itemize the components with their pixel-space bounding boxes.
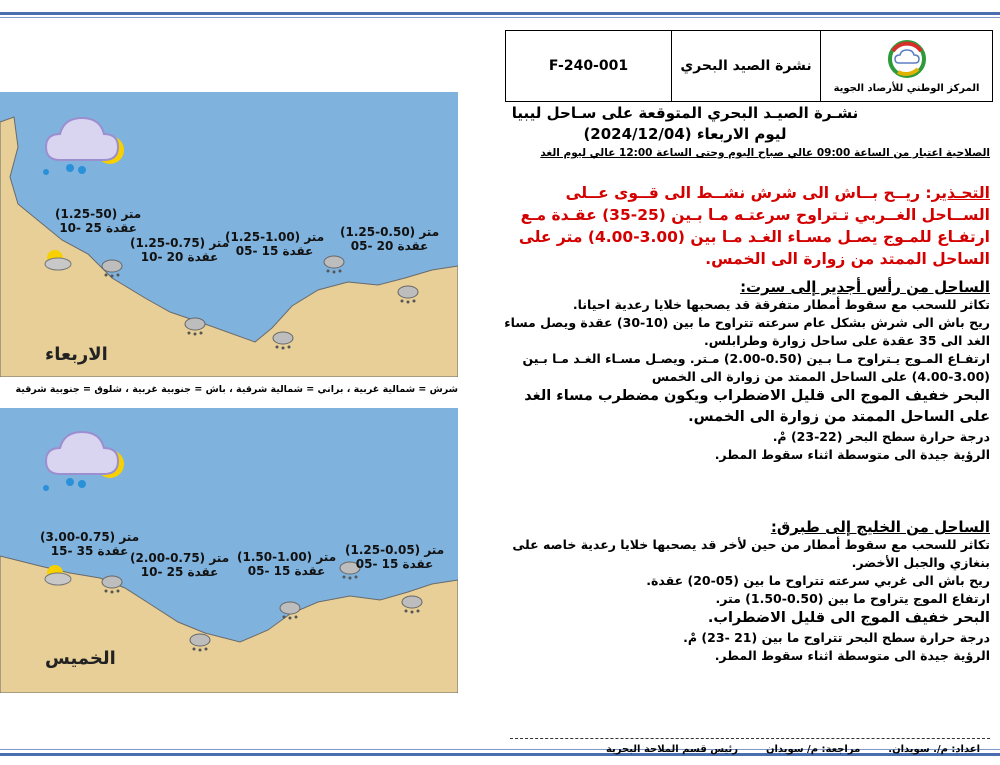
prepared-by: اعداد: م/. سويدان. xyxy=(888,744,980,755)
section-east-heading: الساحل من الخليج إلى طبرق: xyxy=(770,518,990,536)
footer-divider xyxy=(510,738,990,739)
map-label: (1.25-0.05) متر 05- 15 عقدة xyxy=(345,543,445,571)
map-label: (1.25-0.75) متر 10- 20 عقدة xyxy=(130,236,230,264)
rain-cloud-icon xyxy=(102,260,122,278)
warning-block xyxy=(500,182,990,270)
map-label: (2.00-0.75) متر 10- 25 عقدة xyxy=(130,551,230,579)
section-west-item: ريح باش الى شرش بشكل عام سرعته تتراوح ما بين (10-30) عقدة ويصل مساء الغد الى 35 عقدة على ساحل زوارة وطرابلس. xyxy=(504,315,990,348)
map-thursday xyxy=(0,408,458,693)
section-east-item: البحر خفيف الموج الى قليل الاضطراب. xyxy=(707,610,990,626)
section-east-item: تكاثر للسحب مع سقوط أمطار من حين لأخر قد يصحبها خلايا رعدية خاصه على بنغازي والجبل الأخضر. xyxy=(512,537,990,570)
rain-cloud-icon xyxy=(280,602,300,620)
warning-label: التحـذير xyxy=(931,184,990,202)
map-day-name: الخميس xyxy=(45,648,116,669)
section-east-item: ريح باش الى غربي سرعته تتراوح ما بين (05-20) عقدة. xyxy=(646,573,990,588)
top-border-thin xyxy=(0,17,1000,18)
bulletin-name: نشرة الصيد البحري xyxy=(672,31,821,101)
section-west-item: درجة حرارة سطح البحر (22-23) مْ. xyxy=(772,429,990,444)
org-name: المركز الوطني للأرصاد الجوية xyxy=(833,82,980,94)
reviewed-by: مراجعة: م/ سويدان xyxy=(765,744,861,755)
section-east-item: الرؤية جيدة الى متوسطة اثناء سقوط المطر. xyxy=(714,648,990,663)
section-east-item: ارتفاع الموج يتراوح ما بين (0.50-1.50) متر. xyxy=(715,591,990,606)
section-west-item: تكاثر للسحب مع سقوط أمطار متفرقة قد يصحبها خلايا رعدية احيانا. xyxy=(572,297,990,312)
map-label: (1.25-0.50) متر 05- 20 عقدة xyxy=(340,225,440,253)
title-line2: ليوم الاربعاء (2024/12/04) xyxy=(583,125,787,143)
map-label: (3.00-0.75) متر 15- 35 عقدة xyxy=(40,530,140,558)
title-line1: نشـرة الصيـد البحري المتوقعة على سـاحل ليبيا xyxy=(511,104,859,122)
validity-text: الصلاحية اعتبار من الساعة 09:00 عالي صباح اليوم وحتى الساعة 12:00 عالي ليوم الغد xyxy=(540,147,990,159)
map-wednesday xyxy=(0,92,458,377)
header-table xyxy=(505,30,993,102)
section-west-item: ارتفـاع المـوج يـتراوح مـا بـين (0.50-2.00) مـتر. ويصـل مسـاء الغـد مـا بـين (3.00-4.00) على الساحل الممتد من زوارة الى الخمس xyxy=(522,351,990,384)
rain-cloud-icon xyxy=(324,256,344,274)
section-west xyxy=(500,278,990,464)
rain-cloud-icon xyxy=(273,332,293,350)
section-west-item: الرؤية جيدة الى متوسطة اثناء سقوط المطر. xyxy=(714,447,990,462)
warning-text: : ريــح بــاش الى شرش نشــط الى قــوى عــلى الســاحل الغــربي تـتراوح سرعتـه مـا بـين (25-35) عقـدة مـع ارتفـاع للمـوج يصـل مسـاء الغـد مـا بين (3.00-4.00) متر على الساحل الممتد من زوارة الى الخمس. xyxy=(518,184,990,268)
section-west-item: البحر خفيف الموج الى قليل الاضطراب ويكون مضطرب مساء الغد على الساحل الممتد من زوارة الى الخمس. xyxy=(524,388,990,425)
rain-cloud-icon xyxy=(102,576,122,594)
footer xyxy=(606,744,980,755)
map-label: (1.50-1.00) متر 05- 15 عقدة xyxy=(237,550,337,578)
department-head: رئيس قسم الملاحة البحرية xyxy=(605,744,738,755)
map-label: (1.25-50) متر 10- 25 عقدة xyxy=(55,207,142,235)
map-label: (1.25-1.00) متر 05- 15 عقدة xyxy=(225,230,325,258)
section-west-heading: الساحل من رأس أجدير إلى سرت: xyxy=(740,278,990,296)
wind-legend: شرش = شمالية غربية ، براني = شمالية شرقية ، باش = جنوبية غربية ، شلوق = جنوبية شرقية xyxy=(15,384,458,395)
form-code: F-240-001 xyxy=(506,31,672,101)
rain-cloud-icon xyxy=(398,286,418,304)
rain-cloud-icon xyxy=(190,634,210,652)
bulletin-title xyxy=(485,103,885,145)
section-east-item: درجة حرارة سطح البحر تتراوح ما بين (21 -23) مْ. xyxy=(683,630,990,645)
section-east xyxy=(500,518,990,665)
rain-cloud-icon xyxy=(402,596,422,614)
top-border xyxy=(0,12,1000,15)
org-logo-icon xyxy=(884,39,930,81)
rain-cloud-icon xyxy=(185,318,205,336)
map-day-name: الاربعاء xyxy=(45,344,108,365)
org-logo-cell xyxy=(821,31,992,101)
